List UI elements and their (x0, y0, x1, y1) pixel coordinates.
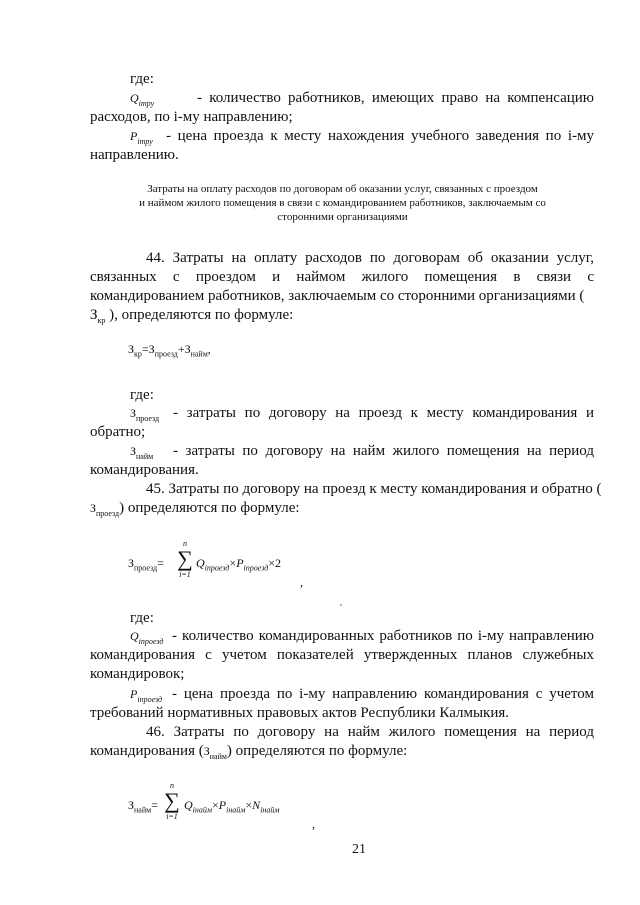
z-kr-symbol-inline: $З_{кр}$ (90, 307, 106, 325)
q-iproezd-symbol: $Q_{iпроезд}$ (130, 629, 164, 646)
q-iproezd-definition-cont-1: командирования с учетом показателей утвержденных планов служебных (90, 647, 594, 663)
z-naim-definition: - затраты по договору на найм жилого помещения на период (173, 443, 594, 459)
paragraph-45-line-2: $З_{проезд}$) определяются по формуле: (90, 500, 300, 518)
p-itru-symbol: $P_{iтру}$ (130, 129, 153, 146)
section-heading (90, 182, 595, 224)
q-iproezd-definition: - количество командированных работников по i-му направлению (172, 628, 594, 644)
z-naim-definition-cont: командирования. (90, 462, 199, 478)
sum-lower-limit: i=1 (179, 570, 191, 579)
p-iproezd-definition: - цена проезда по i-му направлению командирования с учетом (172, 686, 594, 702)
p-iproezd-symbol: $P_{iпроезд}$ (130, 687, 163, 704)
z-proezd-definition: - затраты по договору на проезд к месту командирования и (173, 405, 594, 421)
paragraph-46-line-2: командирования $(З_{найм})$ определяются по формуле: (90, 743, 408, 761)
sum-upper-limit: n (183, 539, 187, 548)
formula-z-proezd-comma: , (300, 575, 303, 589)
p-itru-definition: - цена проезда к месту нахождения учебного заведения по i-му (166, 128, 594, 144)
formula-z-proezd-lhs: $З_{проезд}=$ (128, 556, 164, 573)
paragraph-44-line-3: командированием работников, заключаемым со сторонними организациями ( (90, 288, 585, 304)
paragraph-44-line-2: связанных с проездом и наймом жилого помещения в связи с (90, 269, 594, 285)
formula-z-kr: $З_{кр}=З_{проезд}+З_{найм}$, (128, 342, 211, 359)
sum-sign: ∑ (177, 546, 193, 571)
q-itru-definition: - количество работников, имеющих право на компенсацию (197, 90, 594, 106)
where-label-2: где: (130, 387, 154, 403)
section-heading-line-2: и наймом жилого помещения в связи с командированием работников, заключаемым со (139, 197, 546, 209)
paragraph-44-line-1: 44. Затраты на оплату расходов по договорам об оказании услуг, (146, 250, 594, 266)
paragraph-44-line-4: $З_{кр}$ ), определяются по формуле: (90, 307, 294, 325)
sum-lower-limit: i=1 (166, 812, 178, 821)
q-itru-definition-cont: расходов, по i-му направлению; (90, 109, 293, 125)
page-number: 21 (352, 842, 366, 857)
formula-z-proezd-rhs: $Q_{iпроезд}\times P_{iпроезд}\times 2$ (196, 556, 282, 573)
formula-z-proezd-sum (175, 539, 195, 579)
formula-z-naim-lhs: $З_{найм}=$ (128, 798, 158, 815)
where-label-3: где: (130, 610, 154, 626)
q-iproezd-definition-cont-2: командировок; (90, 666, 185, 682)
sum-upper-limit: n (170, 781, 174, 790)
formula-z-naim-rhs: $Q_{iнайм}\times P_{iнайм}\times N_{iнайм}$ (184, 798, 280, 815)
z-proezd-symbol-inline: $З_{проезд}$ (90, 501, 120, 518)
paragraph-46-line-1: 46. Затраты по договору на найм жилого помещения на период (146, 724, 594, 740)
q-itru-symbol: $Q_{iтру}$ (130, 91, 155, 108)
section-heading-line-1: Затраты на оплату расходов по договорам об оказании услуг, связанных с проездом (147, 183, 538, 195)
where-label-1: где: (130, 71, 154, 87)
z-naim-symbol-inline: $З_{найм}$ (203, 744, 227, 761)
scan-speck (340, 604, 342, 606)
z-proezd-symbol: $З_{проезд}$ (130, 406, 160, 423)
z-naim-symbol: $З_{найм}$ (130, 444, 154, 461)
sum-sign: ∑ (164, 788, 180, 813)
section-heading-line-3: сторонними организациями (277, 211, 408, 223)
paragraph-45-line-1: 45. Затраты по договору на проезд к месту командирования и обратно ( (146, 481, 602, 497)
p-itru-definition-cont: направлению. (90, 147, 179, 163)
p-iproezd-definition-cont: требований нормативных правовых актов Республики Калмыкия. (90, 705, 510, 721)
formula-z-naim-comma: , (312, 817, 315, 831)
z-proezd-definition-cont: обратно; (90, 424, 146, 440)
formula-z-naim-sum (162, 781, 182, 821)
